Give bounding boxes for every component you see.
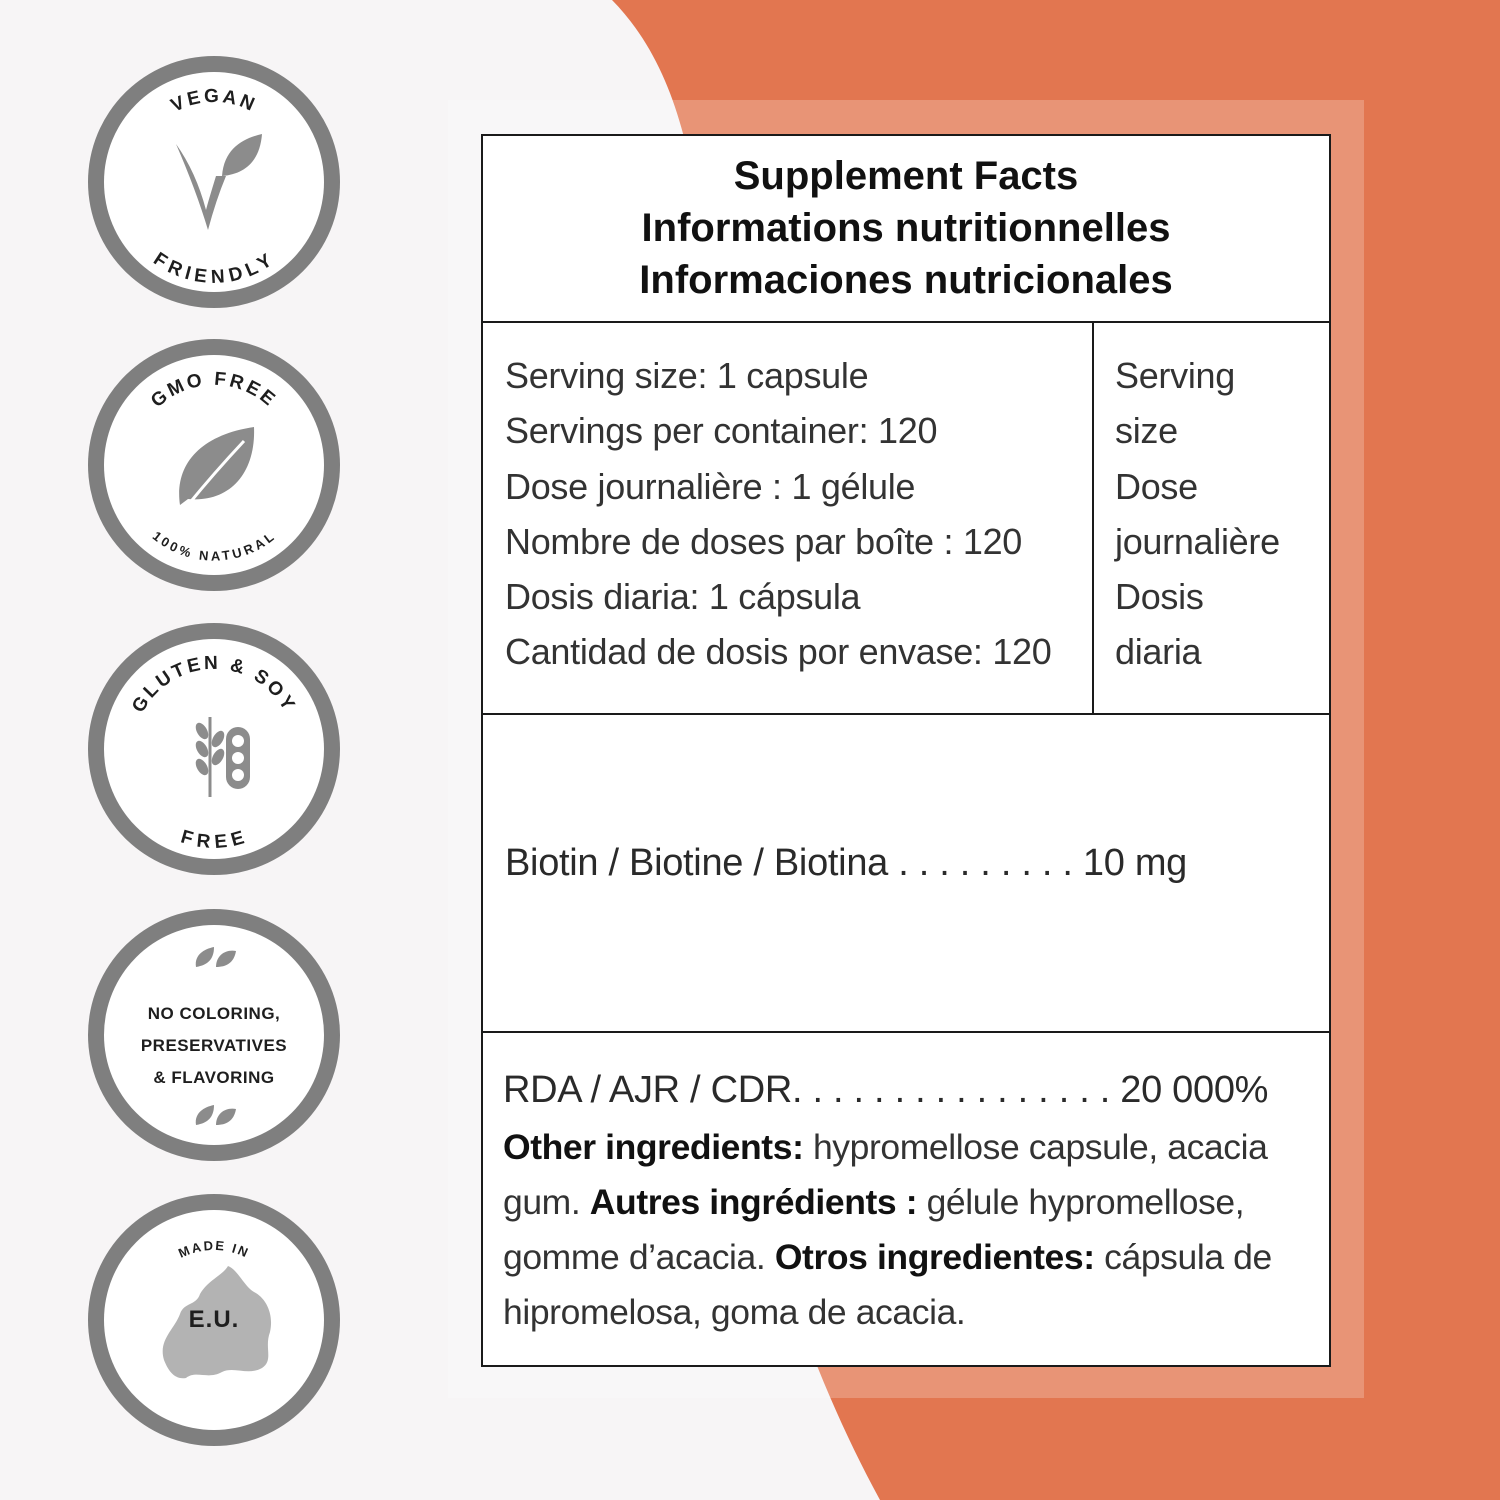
badge-bottom-text: FRIENDLY bbox=[149, 248, 279, 289]
gmo-free-badge bbox=[88, 339, 340, 591]
ingredients-text-es: cápsula de hipromelosa, goma de acacia. bbox=[503, 1237, 1272, 1332]
badge-top-text: GLUTEN & SOY bbox=[128, 652, 300, 717]
vegan-friendly-badge bbox=[88, 56, 340, 308]
svg-text:GLUTEN & SOY bbox=[128, 653, 300, 717]
column-header-line: journalière bbox=[1115, 520, 1280, 562]
biotin-row bbox=[505, 842, 1187, 885]
serving-section bbox=[483, 323, 1329, 715]
ingredients-label-es: Otros ingredientes: bbox=[774, 1237, 1095, 1277]
other-ingredients bbox=[503, 1120, 1323, 1340]
svg-text:MADE IN bbox=[176, 1238, 252, 1261]
nutrient-name: Biotin / Biotine / Biotina bbox=[505, 842, 888, 884]
badge-bottom-text: 100% NATURAL bbox=[149, 528, 279, 564]
serving-line: Nombre de doses par boîte : 120 bbox=[505, 520, 1023, 562]
badge-bottom-text: FREE bbox=[178, 826, 250, 854]
serving-line: Servings per container: 120 bbox=[505, 410, 938, 452]
facts-header bbox=[483, 136, 1329, 323]
supplement-facts-table bbox=[481, 134, 1331, 1367]
dot-leader: . . . . . . . . . . . . . . . . bbox=[792, 1069, 1121, 1111]
vegan-v-leaf-icon bbox=[176, 134, 262, 230]
serving-line: Serving size: 1 capsule bbox=[505, 355, 869, 396]
ingredients-text-en: hypromellose capsule, acacia gum. bbox=[503, 1127, 1268, 1222]
nutrient-section bbox=[483, 715, 1329, 1033]
rda-value: 20 000% bbox=[1120, 1069, 1269, 1111]
title-en: Supplement Facts bbox=[733, 154, 1079, 198]
made-in-eu-badge bbox=[88, 1194, 340, 1446]
gluten-soy-free-badge bbox=[88, 623, 340, 875]
leaves-top-icon bbox=[196, 947, 236, 967]
serving-line: Dose journalière : 1 gélule bbox=[505, 465, 916, 507]
ingredients-text-fr: gélule hypromellose, gomme d’acacia. bbox=[503, 1182, 1245, 1277]
badge-line: PRESERVATIVES bbox=[140, 1036, 288, 1055]
rda-label: RDA / AJR / CDR bbox=[503, 1069, 792, 1111]
column-header-line: Serving bbox=[1115, 355, 1235, 396]
badge-line: NO COLORING, bbox=[147, 1004, 281, 1023]
column-header-line: diaria bbox=[1115, 631, 1202, 673]
no-additives-badge bbox=[88, 909, 340, 1161]
badge-top-text: MADE IN bbox=[176, 1237, 252, 1261]
badge-center-text: E.U. bbox=[188, 1306, 240, 1333]
ingredients-label-en: Other ingredients: bbox=[503, 1127, 804, 1167]
title-es: Informaciones nutricionales bbox=[639, 258, 1173, 302]
wheat-soy-icon bbox=[193, 717, 250, 797]
serving-line: Dosis diaria: 1 cápsula bbox=[505, 576, 861, 618]
column-header-line: size bbox=[1115, 410, 1178, 452]
ingredients-label-fr: Autres ingrédients : bbox=[589, 1182, 918, 1222]
serving-line: Cantidad de dosis por envase: 120 bbox=[505, 631, 1052, 673]
nutrient-amount: 10 mg bbox=[1082, 842, 1188, 884]
dot-leader: . . . . . . . . . bbox=[887, 842, 1083, 884]
rda-row bbox=[503, 1069, 1268, 1112]
serving-info bbox=[483, 323, 1094, 713]
badge-top-text: GMO FREE bbox=[147, 368, 281, 412]
badge-line: & FLAVORING bbox=[153, 1068, 275, 1087]
svg-text:GMO FREE bbox=[147, 369, 281, 412]
svg-text:100% NATURAL bbox=[150, 528, 278, 564]
badge-top-text: VEGAN bbox=[167, 85, 261, 117]
svg-text:VEGAN bbox=[168, 86, 260, 117]
leaf-icon bbox=[179, 427, 254, 505]
svg-text:FREE bbox=[178, 827, 249, 854]
column-header-line: Dosis bbox=[1115, 576, 1204, 618]
leaves-bottom-icon bbox=[196, 1105, 236, 1125]
title-fr: Informations nutritionnelles bbox=[641, 206, 1171, 250]
column-header-line: Dose bbox=[1115, 465, 1198, 507]
svg-text:FRIENDLY bbox=[150, 249, 279, 288]
ingredients-section bbox=[483, 1033, 1329, 1365]
